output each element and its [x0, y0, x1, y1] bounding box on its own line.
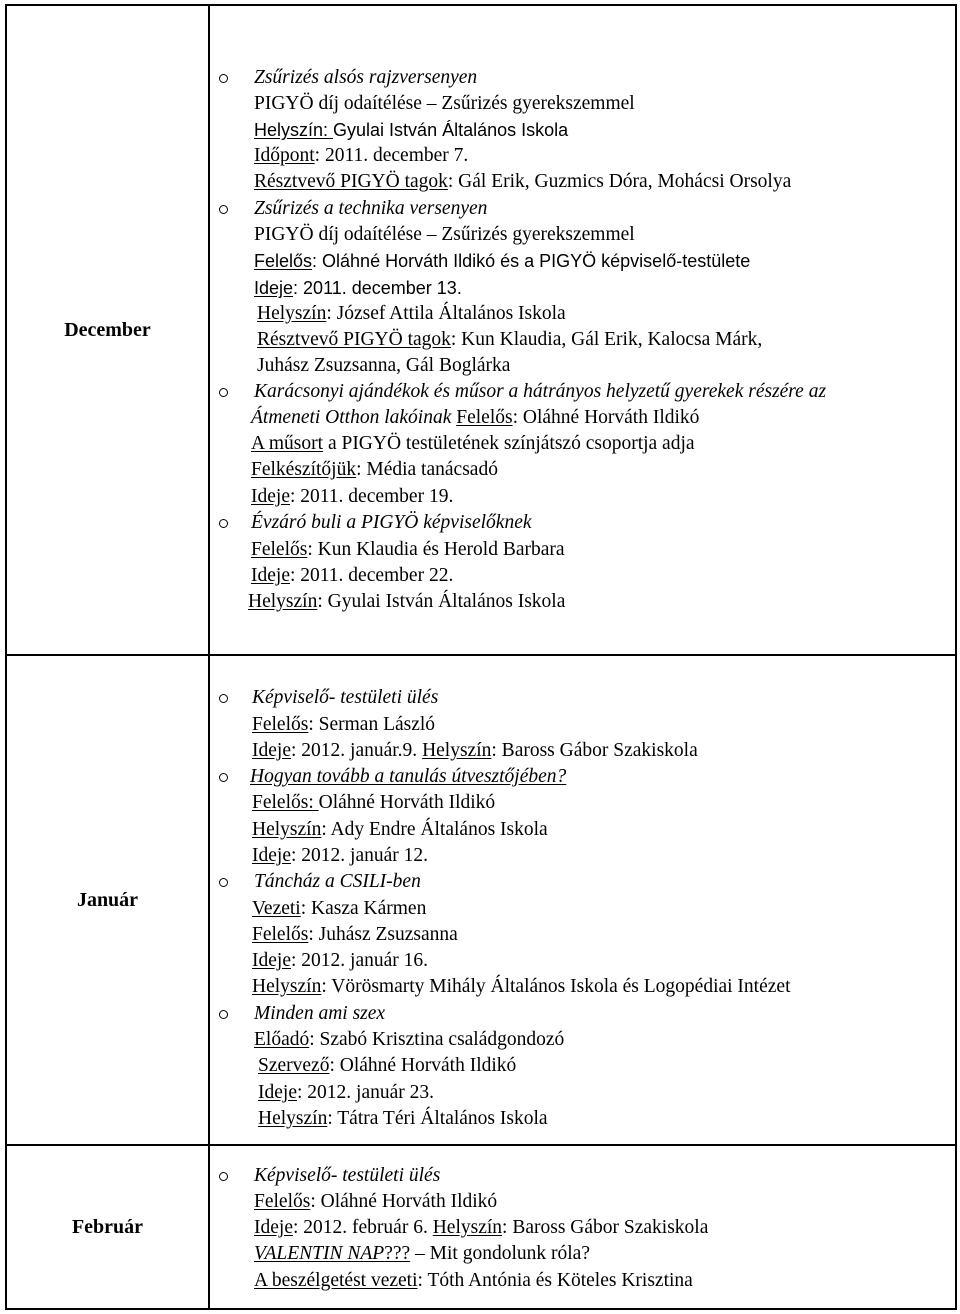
event-detail-line [251, 537, 565, 563]
text-run: Helyszín [248, 591, 318, 612]
event-detail-line [252, 922, 458, 948]
text-run: Felelős [254, 1191, 311, 1212]
text-run: Táncház a CSILI-ben [254, 871, 421, 892]
month-label: Február [71, 1215, 144, 1238]
text-run: A műsort [251, 433, 324, 454]
event-detail-line [257, 327, 762, 353]
text-run: : Ady Endre Általános Iskola [321, 819, 548, 840]
event-detail-line [257, 301, 566, 327]
text-run: PIGYÖ díj odaítélése – Zsűrizés gyerekszemmel [254, 224, 635, 245]
text-run: ??? [384, 1243, 411, 1264]
text-run: : Kun Klaudia, Gál Erik, Kalocsa Márk, [450, 329, 763, 350]
event-detail-line [254, 1268, 693, 1294]
event-title [254, 869, 421, 895]
row-januar [6, 655, 956, 1145]
event-detail-line [251, 563, 453, 589]
month-label: Január [76, 888, 139, 911]
event-title [254, 1163, 440, 1189]
text-run: : Oláhné Horváth Ildikó [512, 407, 700, 428]
event-detail-line [251, 457, 498, 483]
text-run: Oláhné Horváth Ildikó [318, 792, 496, 813]
text-run: Átmeneti Otthon lakóinak [251, 407, 452, 428]
text-run: : Oláhné Horváth Ildikó [310, 1191, 498, 1212]
text-run: – Mit gondolunk róla? [410, 1243, 590, 1264]
event-detail-line [251, 484, 453, 510]
text-run: Képviselő- testületi ülés [252, 687, 439, 708]
text-run: : 2012. január 16. [290, 950, 428, 971]
text-run: : Tátra Téri Általános Iskola [327, 1108, 548, 1129]
text-run: : 2012. január.9. [290, 740, 423, 761]
text-run: Résztvevő PIGYÖ tagok [254, 171, 448, 192]
event-detail-line [252, 974, 790, 1000]
event-title [254, 196, 487, 222]
bullet-icon [219, 878, 228, 887]
event-detail-line [252, 843, 428, 869]
text-run: Minden ami szex [254, 1003, 386, 1024]
event-title [250, 764, 566, 790]
text-run: Felelős [251, 539, 308, 560]
bullet-icon [219, 205, 228, 214]
text-run: Ideje [254, 278, 294, 298]
text-run: Előadó [254, 1029, 310, 1050]
text-run: : Vörösmarty Mihály Általános Iskola és Logopédiai Intézet [321, 976, 791, 997]
text-run: : 2011. december 7. [314, 145, 469, 166]
event-detail-line [254, 222, 635, 248]
event-detail-line [254, 1241, 590, 1267]
text-run: : Gál Erik, Guzmics Dóra, Mohácsi Orsolya [447, 171, 792, 192]
text-run: Helyszín [432, 1217, 503, 1238]
text-run: VALENTIN NAP [254, 1243, 385, 1264]
text-run: : Baross Gábor Szakiskola [491, 740, 698, 761]
month-cell [6, 1145, 209, 1309]
text-run: Évzáró buli a PIGYÖ képviselőknek [251, 512, 532, 533]
event-detail-line [254, 248, 750, 274]
text-run: Résztvevő PIGYÖ tagok [257, 329, 451, 350]
text-run: : Oláhné Horváth Ildikó [329, 1055, 517, 1076]
bullet-icon [219, 388, 228, 397]
text-run: : Szabó Krisztina családgondozó [309, 1029, 565, 1050]
content-cell [209, 1145, 956, 1309]
text-run: Ideje [252, 845, 291, 866]
event-title [254, 1001, 385, 1027]
bullet-icon [219, 694, 228, 703]
text-run: Képviselő- testületi ülés [254, 1165, 441, 1186]
text-run: Ideje [251, 565, 290, 586]
text-run: Helyszín: [254, 120, 334, 140]
text-run: : 2011. december 22. [289, 565, 454, 586]
text-run: Juhász Zsuzsanna, Gál Boglárka [257, 355, 511, 376]
event-detail-line [258, 1080, 434, 1106]
bullet-icon [219, 773, 228, 782]
text-run: : Oláhné Horváth Ildikó és a PIGYÖ képviselő-testülete [312, 251, 751, 271]
text-run: : 2012. január 23. [296, 1082, 434, 1103]
schedule-table [5, 4, 957, 1310]
text-run: Felelős [252, 714, 309, 735]
event-detail-line [254, 275, 462, 301]
text-run: Ideje [258, 1082, 297, 1103]
event-title [252, 685, 438, 711]
event-detail-line [254, 1215, 708, 1241]
text-run: Helyszín [258, 1108, 328, 1129]
text-run: Felelős [252, 924, 309, 945]
text-run: Gyulai István Általános Iskola [333, 120, 569, 140]
text-run: : Média tanácsadó [356, 459, 498, 480]
text-run: : József Attila Általános Iskola [326, 303, 566, 324]
text-run: Ideje [251, 486, 290, 507]
content-cell [209, 5, 956, 655]
bullet-icon [219, 1172, 228, 1181]
text-run: : 2012. február 6. [292, 1217, 433, 1238]
text-run: : Serman László [308, 714, 436, 735]
text-run: : 2011. december 19. [289, 486, 454, 507]
event-detail-line [254, 143, 468, 169]
event-detail-line [252, 948, 428, 974]
text-run: : Baross Gábor Szakiskola [502, 1217, 709, 1238]
text-run: : Juhász Zsuzsanna [308, 924, 458, 945]
text-run: Felelős [254, 251, 313, 271]
text-run: Ideje [252, 950, 291, 971]
event-title [254, 379, 826, 405]
event-detail-line [252, 790, 495, 816]
text-run: Helyszín [252, 976, 322, 997]
text-run: Helyszín [257, 303, 327, 324]
event-detail-line [251, 405, 699, 431]
text-run: : Kun Klaudia és Herold Barbara [307, 539, 565, 560]
text-run: : 2012. január 12. [290, 845, 428, 866]
event-detail-line [252, 712, 435, 738]
event-detail-line [258, 1106, 548, 1132]
text-run: Hogyan tovább a tanulás útvesztőjében? [250, 766, 567, 787]
text-run: Ideje [254, 1217, 293, 1238]
text-run: Felelős [456, 407, 513, 428]
row-december [6, 5, 956, 655]
event-detail-line [254, 117, 568, 143]
text-run: : Kasza Kármen [300, 898, 427, 919]
month-cell [6, 655, 209, 1145]
text-run: Ideje [252, 740, 291, 761]
event-detail-line [252, 896, 426, 922]
event-detail-line [252, 738, 698, 764]
text-run: Helyszín [422, 740, 492, 761]
text-run: : Gyulai István Általános Iskola [317, 591, 566, 612]
text-run: Helyszín [252, 819, 322, 840]
month-label: December [64, 318, 151, 341]
text-run: Vezeti [252, 898, 301, 919]
event-detail-line [254, 91, 635, 117]
event-title [251, 510, 532, 536]
event-detail-line [251, 431, 695, 457]
event-detail-line [254, 1027, 564, 1053]
event-detail-line [257, 353, 510, 379]
text-run: Zsűrizés alsós rajzversenyen [254, 67, 478, 88]
event-title [254, 65, 477, 91]
text-run: : 2011. december 13. [293, 278, 462, 298]
bullet-icon [219, 519, 228, 528]
text-run: Zsűrizés a technika versenyen [254, 198, 488, 219]
month-cell [6, 5, 209, 655]
event-detail-line [258, 1053, 516, 1079]
text-run: Szervező [258, 1055, 330, 1076]
text-run: Időpont [254, 145, 315, 166]
content-cell [209, 655, 956, 1145]
text-run: PIGYÖ díj odaítélése – Zsűrizés gyerekszemmel [254, 93, 635, 114]
text-run: Felkészítőjük [251, 459, 357, 480]
event-detail-line [254, 1189, 497, 1215]
bullet-icon [219, 74, 228, 83]
text-run: A beszélgetést vezeti [254, 1270, 418, 1291]
text-run: Karácsonyi ajándékok és műsor a hátrányos helyzetű gyerekek részére az [254, 381, 827, 402]
event-detail-line [252, 817, 548, 843]
bullet-icon [219, 1010, 228, 1019]
text-run: a PIGYÖ testületének színjátszó csoportja adja [323, 433, 695, 454]
event-detail-line [248, 589, 565, 615]
text-run: : Tóth Antónia és Köteles Krisztina [417, 1270, 693, 1291]
text-run: Felelős: [252, 792, 319, 813]
row-februar [6, 1145, 956, 1309]
event-detail-line [254, 169, 791, 195]
